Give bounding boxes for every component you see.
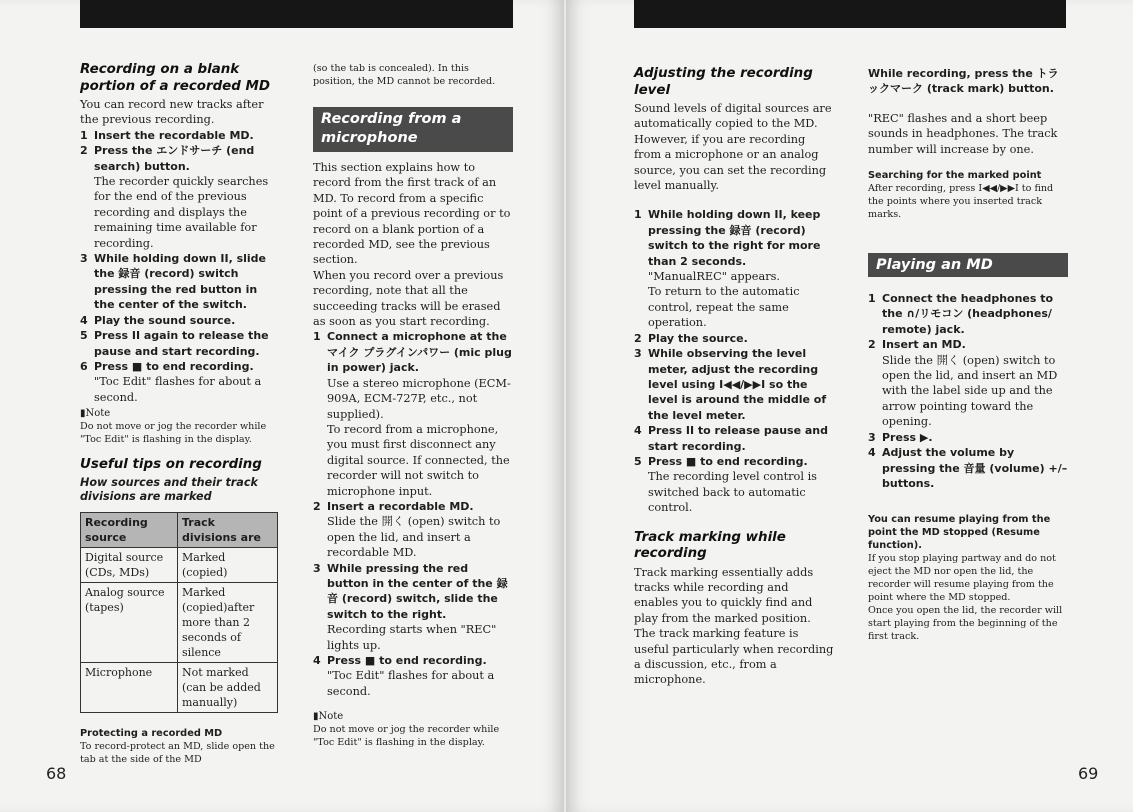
mic-step-4: 4 Press ■ to end recording.	[313, 654, 487, 667]
adjusting-heading: Adjusting the recording level	[634, 66, 813, 98]
blank-note-label: ▮Note	[80, 408, 111, 420]
right-column-1	[634, 66, 834, 688]
left-header-bar	[80, 0, 513, 28]
play-step-1: 1 Connect the headphones to the ∩/リモコン (headphones/ remote) jack.	[868, 292, 1054, 336]
right-column-2	[868, 66, 1068, 643]
track-marking-text: Track marking essentially adds tracks while recording and enables you to quickly find and play from the marked position. The track marking feature is useful particularly when recording a discussion, etc., from a microphone.	[634, 565, 834, 687]
mic-section-heading: Recording from a microphone	[313, 107, 513, 152]
left-column-1	[80, 62, 278, 766]
table-cell: Marked (copied)after more than 2 seconds of silence	[178, 582, 278, 662]
note-icon: ▮	[80, 408, 86, 420]
adjust-step-1-desc: "ManualREC" appears.	[648, 270, 780, 284]
table-cell: Analog source (tapes)	[81, 582, 178, 662]
blank-step-3: 3 While holding down II, slide the 録音 (record) switch pressing the red button in the center of the switch.	[80, 252, 267, 312]
track-division-table	[80, 512, 278, 713]
blank-step-2: 2 Press the エンドサーチ (end search) button.	[80, 144, 255, 173]
track-mark-desc: "REC" flashes and a short beep sounds in headphones. The track number will increase by one.	[868, 111, 1058, 156]
table-cell: Not marked (can be added manually)	[178, 662, 278, 712]
useful-tips-subheading: How sources and their track divisions are marked	[80, 475, 258, 503]
mic-step-4-desc: "Toc Edit" flashes for about a second.	[327, 669, 495, 698]
mic-step-1-desc: Use a stereo microphone (ECM-909A, ECM-727P, etc., not supplied).	[327, 376, 511, 421]
adjust-step-5: 5 Press ■ to end recording.	[634, 454, 808, 468]
protect-heading: Protecting a recorded MD	[80, 727, 223, 739]
protect-text: To record-protect an MD, slide open the tab at the side of the MD	[80, 740, 275, 765]
adjust-step-1: 1 While holding down II, keep pressing the 録音 (record) switch to the right for more than 2 seconds.	[634, 208, 821, 268]
right-header-bar	[634, 0, 1066, 28]
table-header-cell: Track divisions are	[178, 512, 278, 547]
mic-step-1-desc-2: To record from a microphone, you must first disconnect any digital source. If connected, the recorder will not switch to microphone input.	[327, 422, 510, 498]
play-step-2-desc: Slide the 開く (open) switch to open the lid, and insert an MD with the label side up and the arrow pointing toward the opening.	[882, 353, 1058, 429]
play-step-3: 3 Press ▶.	[868, 430, 933, 444]
note-icon: ▮	[313, 711, 319, 723]
blank-step-5: 5 Press II again to release the pause and start recording.	[80, 329, 269, 358]
adjust-step-2: 2 Play the source.	[634, 331, 748, 345]
table-row	[81, 582, 278, 662]
table-cell: Marked (copied)	[178, 547, 278, 582]
mic-step-2-desc: Slide the 開く (open) switch to open the lid, and insert a recordable MD.	[327, 515, 501, 560]
blank-step-1: 1 Insert the recordable MD.	[80, 128, 254, 142]
right-page	[566, 0, 1133, 812]
table-header-cell: Recording source	[81, 512, 178, 547]
table-header-row	[81, 512, 278, 547]
mic-intro-2: When you record over a previous recording, note that all the succeeding tracks will be erased as soon as you start recording.	[313, 268, 504, 329]
table-cell: Microphone	[81, 662, 178, 712]
adjust-step-1-desc-2: To return to the automatic control, repeat the same operation.	[648, 285, 800, 330]
page-number-left: 68	[46, 764, 67, 783]
mic-step-3-desc: Recording starts when "REC" lights up.	[327, 623, 497, 652]
resume-heading: You can resume playing from the point the MD stopped (Resume function).	[868, 514, 1051, 552]
protect-text-continued: (so the tab is concealed). In this position, the MD cannot be recorded.	[313, 63, 496, 87]
table-cell: Digital source (CDs, MDs)	[81, 547, 178, 582]
blank-step-6: 6 Press ■ to end recording.	[80, 359, 254, 373]
adjust-step-3: 3 While observing the level meter, adjust the recording level using I◀◀/▶▶I so the level is around the middle of the level meter.	[634, 347, 827, 422]
table-row	[81, 662, 278, 712]
blank-step-4: 4 Play the sound source.	[80, 313, 236, 327]
adjust-step-5-desc: The recording level control is switched back to automatic control.	[648, 470, 817, 515]
page-number-right: 69	[1078, 764, 1099, 783]
blank-step-6-desc: "Toc Edit" flashes for about a second.	[94, 375, 262, 404]
recording-blank-heading: Recording on a blank portion of a recorded MD	[80, 62, 270, 94]
mic-step-3: 3 While pressing the red button in the center of the 録音 (record) switch, slide the switch to the right.	[313, 561, 508, 621]
searching-text: After recording, press I◀◀/▶▶I to find the points where you inserted track marks.	[868, 183, 1054, 221]
mic-note-label: ▮Note	[313, 711, 344, 723]
play-step-2: 2 Insert an MD.	[868, 338, 966, 352]
mic-intro: This section explains how to record from the first track of an MD. To record from a specific point of a previous recording or to record on a blank portion of a recorded MD, see the previous section.	[313, 161, 511, 267]
mic-step-2: 2 Insert a recordable MD.	[313, 499, 474, 513]
track-mark-step: While recording, press the トラックマーク (track mark) button.	[868, 67, 1059, 96]
useful-tips-heading: Useful tips on recording	[80, 457, 262, 473]
mic-note-text: Do not move or jog the recorder while "Toc Edit" is flashing in the display.	[313, 724, 500, 749]
blank-step-2-desc: The recorder quickly searches for the end of the previous recording and displays the remaining time available for recording.	[94, 175, 269, 250]
resume-text: If you stop playing partway and do not eject the MD nor open the lid, the recorder will resume playing from the point where the MD stopped.	[868, 553, 1056, 604]
left-column-2	[313, 62, 513, 749]
recording-blank-intro: You can record new tracks after the previous recording.	[80, 98, 264, 127]
mic-step-1: 1 Connect a microphone at the マイク プラグインパワー (mic plug in power) jack.	[313, 330, 512, 375]
track-marking-heading: Track marking while recording	[634, 529, 786, 562]
left-page	[0, 0, 564, 812]
play-step-4: 4 Adjust the volume by pressing the 音量 (volume) +/– buttons.	[868, 446, 1068, 490]
blank-note-text: Do not move or jog the recorder while "Toc Edit" is flashing in the display.	[80, 421, 267, 446]
table-row	[81, 547, 278, 582]
resume-text-2: Once you open the lid, the recorder will start playing from the beginning of the first track.	[868, 605, 1063, 643]
searching-heading: Searching for the marked point	[868, 170, 1042, 182]
playing-section-heading: Playing an MD	[868, 253, 1068, 277]
adjusting-intro: Sound levels of digital sources are automatically copied to the MD. However, if you are recording from a microphone or an analog source, you can set the recording level manually.	[634, 102, 832, 193]
adjust-step-4: 4 Press II to release pause and start recording.	[634, 424, 829, 453]
